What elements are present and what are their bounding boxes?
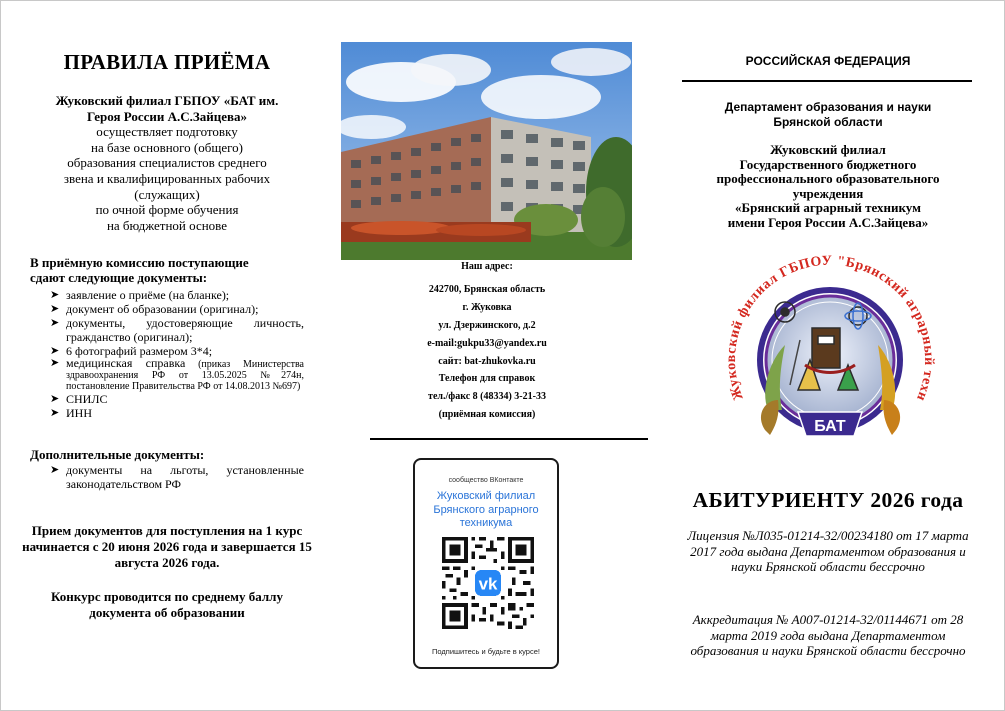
email-line[interactable]: e-mail:gukpu33@yandex.ru: [427, 337, 547, 349]
qr-code[interactable]: [442, 537, 534, 629]
qr-card-title-line: Жуковский филиал: [436, 490, 536, 502]
qr-card-footer: Подпишитесь и будьте в курсе!: [432, 647, 540, 656]
list-item: [50, 463, 304, 491]
intro-text: [22, 93, 312, 233]
list-item: [50, 406, 304, 420]
documents-list: [50, 288, 304, 420]
rules-column: [22, 0, 312, 711]
address-line: Телефон для справок: [438, 373, 536, 385]
license-text: Лицензия №Л035-01214-32/00234180 от 17 марта 2017 года выдана Департаментом образования и науки Брянской области бессрочно: [687, 528, 969, 574]
svg-text:vk: vk: [478, 574, 498, 594]
list-item-text: СНИЛС: [66, 392, 108, 406]
address-line: ул. Дзержинского, д.2: [438, 319, 536, 331]
list-item-text: медицинская справка: [66, 356, 186, 370]
intro-line: (служащих): [134, 186, 200, 202]
institution-line: «Брянский аграрный техникум: [735, 200, 921, 215]
qr-card-title-line: техникума: [459, 517, 513, 529]
additional-documents-list: [50, 463, 304, 491]
vk-qr-card[interactable]: [413, 458, 559, 669]
list-item-text: заявление о приёме (на бланке);: [66, 288, 230, 302]
phone-line: тел./факс 8 (48334) 3-21-33: [428, 391, 546, 403]
country-name: РОССИЙСКАЯ ФЕДЕРАЦИЯ: [745, 54, 911, 68]
intro-bold-line: Героя России А.С.Зайцева»: [86, 108, 248, 124]
institution-line: Государственного бюджетного: [739, 156, 917, 172]
intro-line: на бюджетной основе: [106, 217, 228, 233]
qr-card-caption: сообщество ВКонтакте: [448, 477, 524, 484]
list-item: [50, 358, 304, 392]
headline: АБИТУРИЕНТУ 2026 года: [692, 488, 964, 512]
list-item-text: 6 фотографий размером 3*4;: [66, 344, 213, 358]
admission-dates: Прием документов для поступления на 1 курс начинается с 20 июня 2026 года и завершается 15 августа 2026 года.: [22, 523, 312, 570]
department-name: [678, 100, 978, 129]
list-item-text: ИНН: [66, 406, 92, 420]
address-line: (приёмная комиссия): [438, 409, 536, 421]
emblem-abbrev: БАТ: [814, 418, 846, 435]
address-block: [374, 261, 600, 427]
list-item: [50, 288, 304, 302]
address-line: г. Жуковка: [462, 301, 512, 313]
arrowhead-bullet-icon: ➤: [50, 464, 60, 476]
emblem-ring-text: Жуковский филиал ГБПОУ "Брянский аграрный техн: [723, 253, 937, 404]
intro-line: на базе основного (общего): [91, 139, 243, 155]
divider: [370, 438, 648, 440]
rules-title: ПРАВИЛА ПРИЁМА: [63, 50, 271, 74]
address-label: Наш адрес:: [461, 261, 513, 272]
institution-name: [678, 143, 978, 230]
contacts-column: [340, 0, 632, 711]
arrowhead-bullet-icon: ➤: [50, 357, 60, 369]
qr-card-title: [415, 490, 557, 531]
contest-note: Конкурс проводится по среднему баллу документа об образовании: [51, 589, 283, 620]
institution-line: имени Героя России А.С.Зайцева»: [727, 214, 929, 230]
arrowhead-bullet-icon: ➤: [50, 289, 60, 301]
arrowhead-bullet-icon: ➤: [50, 317, 60, 329]
college-emblem: [710, 240, 950, 476]
divider: [682, 80, 972, 82]
institution-line: учреждения: [792, 185, 864, 201]
list-item-text: документы, удостоверяющие личность, гражданство (оригинал);: [66, 316, 304, 344]
list-item: [50, 316, 304, 344]
qr-card-title-line: Брянского аграрного: [433, 503, 539, 516]
intro-bold-line: Жуковский филиал ГБПОУ «БАТ им.: [55, 93, 279, 108]
institution-line: Жуковский филиал: [770, 142, 886, 157]
arrowhead-bullet-icon: ➤: [50, 303, 60, 315]
list-item: [50, 302, 304, 316]
documents-heading-line: сдают следующие документы:: [30, 269, 208, 285]
cover-column: [678, 0, 978, 711]
additional-documents-heading: Дополнительные документы:: [30, 447, 205, 462]
department-line: Брянской области: [773, 114, 883, 129]
intro-line: звена и квалифицированных рабочих: [63, 170, 271, 186]
arrowhead-bullet-icon: ➤: [50, 345, 60, 357]
list-item-note: (приказ Министерства здравоохранения РФ от 13.05.2025 №274н, постановление Правительства РФ от 14.08.2013 №697): [66, 359, 304, 392]
department-line: Департамент образования и науки: [724, 100, 932, 114]
accreditation-text: Аккредитация № А007-01214-32/01144671 от 28 марта 2019 года выдана Департаментом образования и науки Брянской области бессрочно: [690, 612, 966, 658]
building-photo: [341, 42, 632, 260]
intro-line: осуществляет подготовку: [96, 124, 238, 140]
arrowhead-bullet-icon: ➤: [50, 393, 60, 405]
list-item-text: документы на льготы, установленные законодательством РФ: [66, 463, 304, 491]
documents-heading: [30, 256, 312, 285]
intro-line: по очной форме обучения: [95, 202, 239, 218]
documents-heading-line: В приёмную комиссию поступающие: [30, 255, 249, 270]
website-line[interactable]: сайт: bat-zhukovka.ru: [438, 355, 536, 367]
arrowhead-bullet-icon: ➤: [50, 407, 60, 419]
address-line: 242700, Брянская область: [428, 284, 546, 295]
intro-line: образования специалистов среднего: [67, 155, 267, 171]
list-item-text: документ об образовании (оригинал);: [66, 302, 259, 316]
list-item: [50, 392, 304, 406]
institution-line: профессионального образовательного: [716, 171, 940, 186]
